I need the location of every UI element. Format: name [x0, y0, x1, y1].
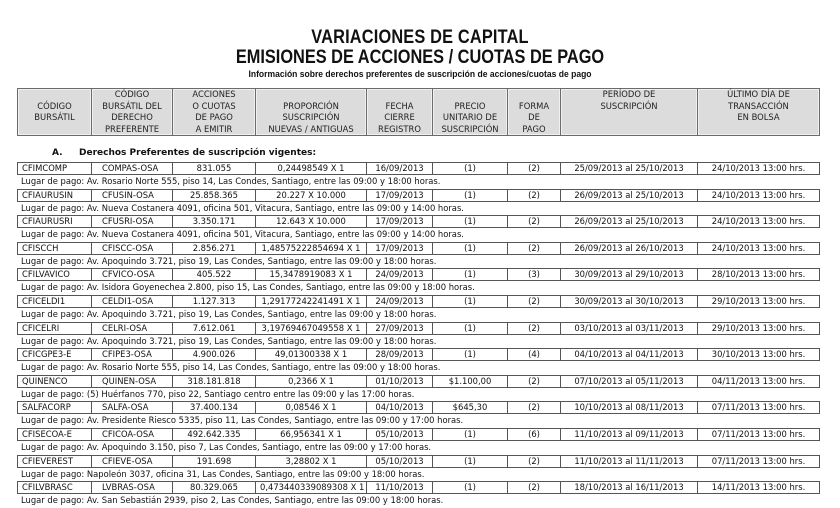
column-header-line: EN BOLSA — [737, 112, 780, 122]
codigo-derecho-cell: CFUSIN-OSA — [92, 189, 173, 201]
section-letter: A. — [52, 148, 63, 158]
acciones-cell: 1.127.313 — [173, 295, 256, 307]
codigo-bursatil-cell: SALFACORP — [18, 402, 92, 414]
acciones-cell: 831.055 — [173, 163, 256, 175]
column-header — [508, 89, 561, 136]
fecha-cierre-cell: 24/09/2013 — [367, 269, 433, 281]
column-header-line: DE PAGO — [195, 112, 233, 122]
forma-pago-cell: (2) — [508, 163, 561, 175]
periodo-cell: 07/10/2013 al 05/11/2013 — [561, 375, 698, 387]
forma-pago-cell: (2) — [508, 482, 561, 494]
ultimo-dia-cell: 28/10/2013 13:00 hrs. — [698, 269, 820, 281]
precio-cell: (1) — [433, 269, 508, 281]
section-heading — [52, 148, 316, 158]
fecha-cierre-cell: 17/09/2013 — [367, 242, 433, 254]
column-header-line: CÓDIGO — [114, 89, 150, 99]
acciones-cell: 37.400.134 — [173, 402, 256, 414]
codigo-bursatil-cell: CFILVAVICO — [18, 269, 92, 281]
column-header-table — [17, 88, 820, 136]
codigo-derecho-cell: CELDI1-OSA — [92, 295, 173, 307]
column-header-line: UNITARIO DE — [442, 112, 498, 122]
precio-cell: (1) — [433, 322, 508, 334]
periodo-cell: 03/10/2013 al 03/11/2013 — [561, 322, 698, 334]
data-rows — [17, 162, 819, 508]
column-header-line: FORMA — [518, 100, 550, 111]
column-header — [92, 89, 173, 136]
codigo-bursatil-cell: CFIMCOMP — [18, 163, 92, 175]
codigo-derecho-cell: SALFA-OSA — [92, 402, 173, 414]
precio-cell: (1) — [433, 242, 508, 254]
column-header-line: BURSÁTIL DEL — [102, 100, 162, 111]
proporcion-cell: 1,29177242241491 X 1 — [256, 295, 367, 307]
precio-cell: (1) — [433, 455, 508, 467]
codigo-bursatil-cell: CFICELDI1 — [18, 295, 92, 307]
ultimo-dia-cell: 07/11/2013 13:00 hrs. — [698, 455, 820, 467]
codigo-bursatil-cell: QUINENCO — [18, 375, 92, 387]
proporcion-cell: 0,24498549 X 1 — [256, 163, 367, 175]
forma-pago-cell: (3) — [508, 269, 561, 281]
forma-pago-cell: (2) — [508, 375, 561, 387]
precio-cell: $1.100,00 — [433, 375, 508, 387]
column-header-line: PRECIO — [454, 100, 486, 111]
proporcion-cell: 3,28802 X 1 — [256, 455, 367, 467]
page-description: Información sobre derechos preferentes de suscripción de acciones/cuotas de pago — [248, 69, 592, 80]
acciones-cell: 492.642.335 — [173, 428, 256, 440]
acciones-cell: 25.858.365 — [173, 189, 256, 201]
column-header-line: DERECHO — [111, 112, 153, 122]
periodo-cell: 10/10/2013 al 08/11/2013 — [561, 402, 698, 414]
codigo-bursatil-cell: CFIEVEREST — [18, 455, 92, 467]
column-header-line: SUSCRIPCIÓN — [441, 123, 499, 134]
payment-location: Lugar de pago: Av. Apoquindo 3.721, piso 19, Las Condes, Santiago, entre las 09:00 y 18:00 horas. — [21, 255, 437, 266]
column-header-line: A EMITIR — [195, 123, 233, 134]
table-row — [17, 428, 819, 455]
table-row — [17, 348, 819, 375]
table-row — [17, 242, 819, 269]
column-header — [433, 89, 508, 136]
codigo-derecho-cell: COMPAS-OSA — [92, 163, 173, 175]
forma-pago-cell: (4) — [508, 349, 561, 361]
precio-cell: (1) — [433, 482, 508, 494]
acciones-cell: 80.329.065 — [173, 482, 256, 494]
fecha-cierre-cell: 17/09/2013 — [367, 189, 433, 201]
proporcion-cell: 0,08546 X 1 — [256, 402, 367, 414]
proporcion-cell: 15,3478919083 X 1 — [256, 269, 367, 281]
forma-pago-cell: (6) — [508, 428, 561, 440]
payment-location: Lugar de pago: Napoleón 3037, oficina 31, Las Condes, Santiago, entre las 09:00 y 18:00 horas. — [21, 468, 425, 479]
codigo-bursatil-cell: CFILVBRASC — [18, 482, 92, 494]
precio-cell: (1) — [433, 295, 508, 307]
fecha-cierre-cell: 11/10/2013 — [367, 482, 433, 494]
periodo-cell: 30/09/2013 al 30/10/2013 — [561, 295, 698, 307]
proporcion-cell: 20.227 X 10.000 — [256, 189, 367, 201]
periodo-cell: 11/10/2013 al 11/11/2013 — [561, 455, 698, 467]
codigo-bursatil-cell: CFIAURUSRI — [18, 216, 92, 228]
column-header-line: REGISTRO — [378, 123, 421, 134]
column-header-line: PREFERENTE — [104, 123, 160, 134]
payment-location: Lugar de pago: Av. Nueva Costanera 4091, oficina 501, Vitacura, Santiago, entre las 09:00 y 14:00 horas. — [21, 202, 464, 213]
column-header-line: PAGO — [522, 123, 546, 134]
ultimo-dia-cell: 14/11/2013 13:00 hrs. — [698, 482, 820, 494]
periodo-cell: 26/09/2013 al 25/10/2013 — [561, 189, 698, 201]
codigo-derecho-cell: CELRI-OSA — [92, 322, 173, 334]
codigo-derecho-cell: CFICOA-OSA — [92, 428, 173, 440]
fecha-cierre-cell: 27/09/2013 — [367, 322, 433, 334]
column-header — [561, 89, 698, 136]
precio-cell: (1) — [433, 349, 508, 361]
column-header-line — [367, 89, 432, 101]
column-header-line: FECHA — [385, 100, 414, 111]
table-row — [17, 268, 819, 295]
precio-cell: (1) — [433, 189, 508, 201]
codigo-derecho-cell: CFUSRI-OSA — [92, 216, 173, 228]
periodo-cell: 18/10/2013 al 16/11/2013 — [561, 482, 698, 494]
column-header-line: O CUOTAS — [192, 100, 236, 111]
proporcion-cell: 3,19769467049558 X 1 — [256, 322, 367, 334]
forma-pago-cell: (2) — [508, 402, 561, 414]
precio-cell: (1) — [433, 163, 508, 175]
acciones-cell: 7.612.061 — [173, 322, 256, 334]
column-header-line: DE — [528, 112, 540, 122]
acciones-cell: 3.350.171 — [173, 216, 256, 228]
payment-location: Lugar de pago: Av. Nueva Costanera 4091, oficina 501, Vitacura, Santiago, entre las 09:00 y 14:00 horas. — [21, 229, 464, 240]
ultimo-dia-cell: 29/10/2013 13:00 hrs. — [698, 295, 820, 307]
payment-location: Lugar de pago: (5) Huérfanos 770, piso 22, Santiago centro entre las 09:00 y las 17:00 horas. — [21, 388, 415, 399]
acciones-cell: 191.698 — [173, 455, 256, 467]
column-header-line — [561, 124, 697, 136]
codigo-derecho-cell: CFISCC-OSA — [92, 242, 173, 254]
column-header-line — [433, 89, 507, 101]
proporcion-cell: 12.643 X 10.000 — [256, 216, 367, 228]
periodo-cell: 26/09/2013 al 25/10/2013 — [561, 216, 698, 228]
forma-pago-cell: (2) — [508, 322, 561, 334]
forma-pago-cell: (2) — [508, 216, 561, 228]
column-header-line: CÓDIGO — [37, 100, 72, 111]
forma-pago-cell: (2) — [508, 189, 561, 201]
codigo-bursatil-cell: CFISECOA-E — [18, 428, 92, 440]
payment-location: Lugar de pago: Av. Apoquindo 3.721, piso 19, Las Condes, Santiago, entre las 09:00 y 18:00 horas. — [21, 308, 437, 319]
column-header — [18, 89, 92, 136]
section-title: Derechos Preferentes de suscripción vigentes: — [79, 148, 317, 158]
column-header-line — [256, 89, 366, 101]
column-header — [173, 89, 256, 136]
acciones-cell: 318.181.818 — [173, 375, 256, 387]
codigo-bursatil-cell: CFICELRI — [18, 322, 92, 334]
column-header — [698, 89, 820, 136]
table-row — [17, 322, 819, 349]
forma-pago-cell: (2) — [508, 455, 561, 467]
periodo-cell: 04/10/2013 al 04/11/2013 — [561, 349, 698, 361]
fecha-cierre-cell: 01/10/2013 — [367, 375, 433, 387]
codigo-bursatil-cell: CFICGPE3-E — [18, 349, 92, 361]
page-subtitle: EMISIONES DE ACCIONES / CUOTAS DE PAGO — [235, 47, 605, 68]
table-row — [17, 401, 819, 428]
table-row — [17, 215, 819, 242]
codigo-bursatil-cell: CFIAURUSIN — [18, 189, 92, 201]
payment-location: Lugar de pago: Av. San Sebastián 2939, piso 2, Las Condes, Santiago, entre las 09:00 y 18:00 horas. — [21, 495, 444, 506]
table-row — [17, 481, 819, 508]
table-row — [17, 295, 819, 322]
column-header — [367, 89, 433, 136]
precio-cell: $645,30 — [433, 402, 508, 414]
fecha-cierre-cell: 24/09/2013 — [367, 295, 433, 307]
payment-location: Lugar de pago: Av. Apoquindo 3.721, piso 19, Las Condes, Santiago, entre las 09:00 y 18:00 horas. — [21, 335, 437, 346]
periodo-cell: 26/09/2013 al 26/10/2013 — [561, 242, 698, 254]
fecha-cierre-cell: 05/10/2013 — [367, 455, 433, 467]
proporcion-cell: 1,48575222854694 X 1 — [256, 242, 367, 254]
fecha-cierre-cell: 17/09/2013 — [367, 216, 433, 228]
codigo-derecho-cell: LVBRAS-OSA — [92, 482, 173, 494]
periodo-cell: 25/09/2013 al 25/10/2013 — [561, 163, 698, 175]
periodo-cell: 30/09/2013 al 29/10/2013 — [561, 269, 698, 281]
codigo-derecho-cell: CFIEVE-OSA — [92, 455, 173, 467]
proporcion-cell: 49,01300338 X 1 — [256, 349, 367, 361]
payment-location: Lugar de pago: Av. Rosario Norte 555, piso 14, Las Condes, Santiago, entre las 09:00 y 18:00 horas. — [21, 362, 441, 373]
proporcion-cell: 0,473440339089308 X 1 — [256, 482, 367, 494]
column-header-line: NUEVAS / ANTIGUAS — [268, 123, 354, 134]
column-header-line: BURSÁTIL — [34, 112, 75, 122]
table-row — [17, 375, 819, 402]
acciones-cell: 2.856.271 — [173, 242, 256, 254]
fecha-cierre-cell: 05/10/2013 — [367, 428, 433, 440]
column-header-line — [18, 124, 91, 136]
fecha-cierre-cell: 16/09/2013 — [367, 163, 433, 175]
payment-location: Lugar de pago: Av. Rosario Norte 555, piso 14, Las Condes, Santiago, entre las 09:00 y 18:00 horas. — [21, 176, 441, 186]
proporcion-cell: 66,956341 X 1 — [256, 428, 367, 440]
codigo-derecho-cell: QUINEN-OSA — [92, 375, 173, 387]
table-row — [17, 189, 819, 216]
payment-location: Lugar de pago: Av. Isidora Goyenechea 2.800, piso 15, Las Condes, Santiago, entre las 09:00 y 18:00 horas. — [21, 282, 475, 293]
fecha-cierre-cell: 04/10/2013 — [367, 402, 433, 414]
precio-cell: (1) — [433, 216, 508, 228]
periodo-cell: 11/10/2013 al 09/11/2013 — [561, 428, 698, 440]
codigo-derecho-cell: CFVICO-OSA — [92, 269, 173, 281]
fecha-cierre-cell: 28/09/2013 — [367, 349, 433, 361]
ultimo-dia-cell: 24/10/2013 13:00 hrs. — [698, 189, 820, 201]
table-row — [17, 455, 819, 482]
ultimo-dia-cell: 24/10/2013 13:00 hrs. — [698, 216, 820, 228]
ultimo-dia-cell: 07/11/2013 13:00 hrs. — [698, 402, 820, 414]
acciones-cell: 405.522 — [173, 269, 256, 281]
acciones-cell: 4.900.026 — [173, 349, 256, 361]
forma-pago-cell: (2) — [508, 295, 561, 307]
column-header-line: SUSCRIPCIÓN — [600, 100, 658, 111]
precio-cell: (1) — [433, 428, 508, 440]
ultimo-dia-cell: 24/10/2013 13:00 hrs. — [698, 163, 820, 175]
ultimo-dia-cell: 04/11/2013 13:00 hrs. — [698, 375, 820, 387]
column-header — [256, 89, 367, 136]
page-title: VARIACIONES DE CAPITAL — [311, 27, 529, 48]
codigo-derecho-cell: CFIPE3-OSA — [92, 349, 173, 361]
column-header-line: PERÍODO DE — [602, 89, 656, 99]
column-header-line — [561, 112, 697, 124]
ultimo-dia-cell: 30/10/2013 13:00 hrs. — [698, 349, 820, 361]
column-header-line — [698, 124, 819, 136]
payment-location: Lugar de pago: Av. Presidente Riesco 5335, piso 11, Las Condes, Santiago, entre las 09:00 y 17:00 horas. — [21, 415, 464, 426]
ultimo-dia-cell: 29/10/2013 13:00 hrs. — [698, 322, 820, 334]
payment-location: Lugar de pago: Av. Apoquindo 3.150, piso 7, Las Condes, Santiago, entre las 09:00 y 17:00 horas. — [21, 441, 432, 452]
codigo-bursatil-cell: CFISCCH — [18, 242, 92, 254]
column-header-line: TRANSACCIÓN — [728, 100, 789, 111]
column-header-line — [18, 89, 91, 101]
column-header-line: ÚLTIMO DÍA DE — [727, 89, 790, 99]
column-header-line: SUSCRIPCIÓN — [282, 112, 340, 122]
column-header-line — [508, 89, 560, 101]
table-row — [17, 162, 819, 189]
forma-pago-cell: (2) — [508, 242, 561, 254]
column-header-line: PROPORCIÓN — [283, 100, 339, 111]
ultimo-dia-cell: 07/11/2013 13:00 hrs. — [698, 428, 820, 440]
column-header-line: CIERRE — [384, 112, 415, 122]
proporcion-cell: 0,2366 X 1 — [256, 375, 367, 387]
ultimo-dia-cell: 24/10/2013 13:00 hrs. — [698, 242, 820, 254]
column-header-line: ACCIONES — [192, 89, 236, 99]
